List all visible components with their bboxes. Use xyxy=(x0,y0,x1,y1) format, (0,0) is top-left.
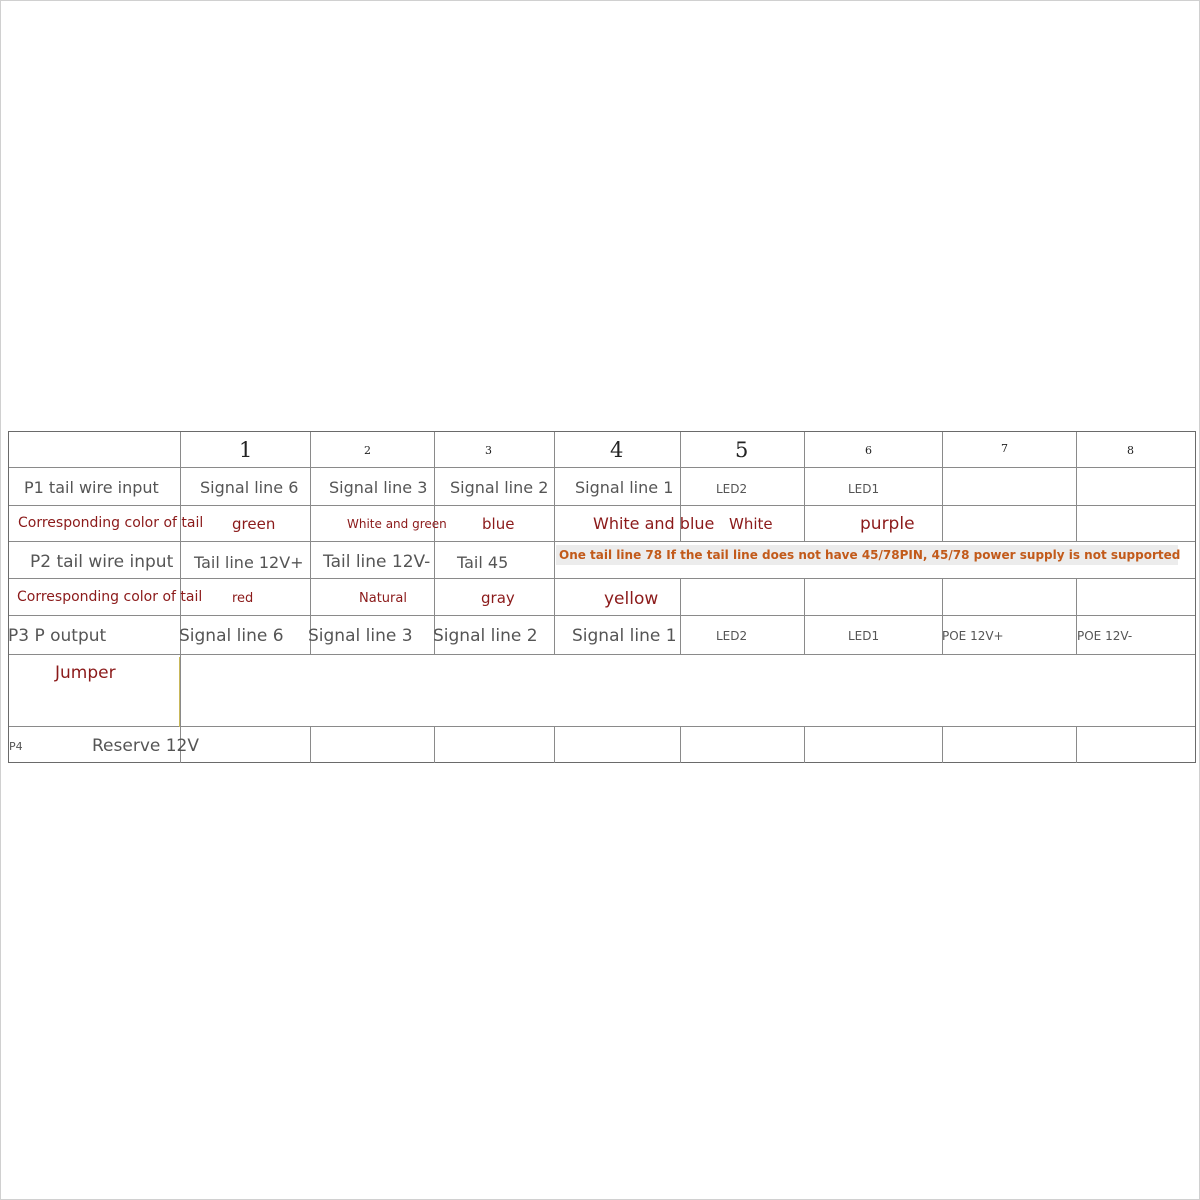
col-divider xyxy=(804,578,805,655)
p2-cell-1: Tail line 12V+ xyxy=(194,553,304,572)
p1-cell-6: LED1 xyxy=(848,482,880,496)
p1-cell-5: LED2 xyxy=(716,482,748,496)
col-divider xyxy=(310,726,311,763)
col-divider xyxy=(434,432,435,655)
row-divider xyxy=(9,726,1195,727)
col-header-2: 2 xyxy=(364,444,371,457)
col-divider xyxy=(310,432,311,655)
p3-cell-3: Signal line 2 xyxy=(433,626,538,646)
p1-color-5: White xyxy=(729,515,773,533)
row-divider xyxy=(9,505,1195,506)
p1-cell-3: Signal line 2 xyxy=(450,478,549,497)
p2-note: One tail line 78 If the tail line does not have 45/78PIN, 45/78 power supply is not supported xyxy=(559,548,1181,562)
col-divider xyxy=(680,578,681,655)
p2-cell-2: Tail line 12V- xyxy=(323,552,431,572)
col-header-3: 3 xyxy=(485,444,492,457)
col-divider xyxy=(554,432,555,655)
col-divider xyxy=(680,726,681,763)
p3-cell-6: LED1 xyxy=(848,629,880,643)
p3-label: P3 P output xyxy=(8,626,107,646)
p3-cell-5: LED2 xyxy=(716,629,748,643)
p1-label: P1 tail wire input xyxy=(24,478,159,497)
p2-cell-3: Tail 45 xyxy=(457,553,509,572)
p3-cell-7: POE 12V+ xyxy=(942,629,1004,643)
p1-cell-1: Signal line 6 xyxy=(200,478,299,497)
col-divider xyxy=(554,726,555,763)
p4-label: Reserve 12V xyxy=(92,736,199,756)
jumper-mark xyxy=(179,657,180,727)
col-divider xyxy=(1076,726,1077,763)
col-header-4: 4 xyxy=(610,438,624,462)
row-divider xyxy=(9,467,1195,468)
p2-label: P2 tail wire input xyxy=(30,552,174,572)
p3-cell-4: Signal line 1 xyxy=(572,626,677,646)
col-divider xyxy=(942,578,943,655)
col-header-8: 8 xyxy=(1127,444,1134,457)
p2-color-1: red xyxy=(232,591,254,606)
p2-color-4: yellow xyxy=(604,589,659,609)
p3-cell-2: Signal line 3 xyxy=(308,626,413,646)
p1-color-2: White and green xyxy=(347,517,447,531)
col-divider xyxy=(942,432,943,542)
col-divider xyxy=(434,726,435,763)
col-divider xyxy=(1076,432,1077,542)
col-header-1: 1 xyxy=(239,438,253,462)
col-divider xyxy=(804,726,805,763)
p4-prefix: P4 xyxy=(9,740,23,753)
p1-color-label: Corresponding color of tail xyxy=(18,515,204,531)
p2-color-label: Corresponding color of tail xyxy=(17,589,203,605)
p1-color-4: White and blue xyxy=(593,514,715,533)
p1-color-3: blue xyxy=(482,515,515,533)
p1-color-1: green xyxy=(232,515,276,533)
col-divider xyxy=(942,726,943,763)
row-divider xyxy=(9,654,1195,655)
col-header-7: 7 xyxy=(1001,442,1008,455)
col-divider xyxy=(1076,578,1077,655)
col-header-5: 5 xyxy=(735,438,749,462)
row-divider xyxy=(9,541,1195,542)
p1-cell-2: Signal line 3 xyxy=(329,478,428,497)
row-divider xyxy=(9,615,1195,616)
jumper-label: Jumper xyxy=(55,663,116,683)
col-divider xyxy=(804,432,805,542)
p1-color-6: purple xyxy=(860,514,915,534)
p2-color-3: gray xyxy=(481,589,515,607)
p2-color-2: Natural xyxy=(359,591,407,606)
p3-cell-8: POE 12V- xyxy=(1077,629,1133,643)
p3-cell-1: Signal line 6 xyxy=(179,626,284,646)
row-divider xyxy=(9,578,1195,579)
p1-cell-4: Signal line 1 xyxy=(575,478,674,497)
col-header-6: 6 xyxy=(865,444,872,457)
